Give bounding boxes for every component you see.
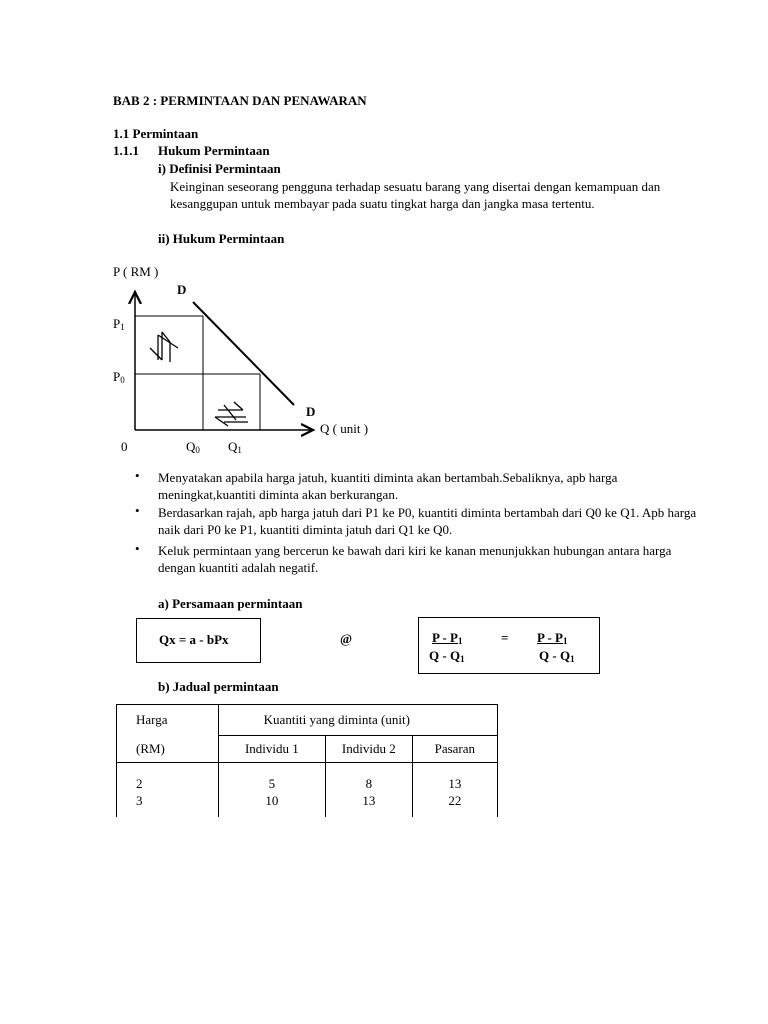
definition-text: Keinginan seseorang pengguna terhadap sesuatu barang yang disertai dengan kemampuan dan kesanggupan untuk membayar pada suatu tingkat harga dan jangka masa tertentu. xyxy=(170,179,661,211)
bullet-dot: • xyxy=(135,468,140,483)
cell-individu1: 5 10 xyxy=(218,763,325,817)
price-down-arrow-icon xyxy=(215,402,248,426)
col-rm-header: (RM) xyxy=(117,736,219,763)
curve-label-top: D xyxy=(177,282,187,297)
cell-pasaran: 13 22 xyxy=(412,763,497,817)
price-up-arrow-icon xyxy=(150,332,178,362)
definition-heading: i) Definisi Permintaan xyxy=(158,161,281,176)
origin-label: 0 xyxy=(121,439,128,454)
bullet-dot: • xyxy=(135,503,140,518)
col-pasaran-header: Pasaran xyxy=(412,736,497,763)
tick-q0: $Q_0$ xyxy=(186,439,200,455)
bullet-3: Keluk permintaan yang bercerun ke bawah dari kiri ke kanan menunjukkan hubungan antara harga dengan kuantiti adalah negatif. xyxy=(158,543,672,575)
tick-p0: $P_0$ xyxy=(113,369,125,385)
bullet-2: Berdasarkan rajah, apb harga jatuh dari P1 ke P0, kuantiti diminta bertambah dari Q0 ke Q1. Apb harga naik dari P0 ke P1, kuantiti diminta jatuh dari Q1 ke Q0. xyxy=(158,505,697,537)
demand-curve xyxy=(193,302,294,405)
demand-chart xyxy=(0,0,768,470)
cell-harga: 2 3 xyxy=(117,763,219,817)
law-heading: ii) Hukum Permintaan xyxy=(158,231,285,246)
equation-1: Qx = a - bPx xyxy=(159,632,229,647)
group-header: Kuantiti yang diminta (unit) xyxy=(218,705,497,736)
tick-p1: $P_1$ xyxy=(113,316,125,332)
section-heading: 1.1 Permintaan xyxy=(113,126,199,141)
demand-schedule-table xyxy=(116,704,498,817)
col-harga-header: Harga xyxy=(117,705,219,736)
cell-individu2: 8 13 xyxy=(326,763,413,817)
tick-q1: $Q_1$ xyxy=(228,439,242,455)
eq2-numerator-left: P - $P_1$ xyxy=(432,630,463,646)
equation-box-1 xyxy=(136,618,261,663)
col-individu2-header: Individu 2 xyxy=(326,736,413,763)
page-title: BAB 2 : PERMINTAAN DAN PENAWARAN xyxy=(113,93,367,108)
eq2-equals: = xyxy=(501,630,509,645)
x-axis-label: Q ( unit ) xyxy=(320,421,369,436)
eq2-numerator-right: P - $P_1$ xyxy=(537,630,568,646)
subsection-title: Hukum Permintaan xyxy=(158,143,270,158)
equation-box-2 xyxy=(418,617,600,674)
equation-or: @ xyxy=(340,631,353,646)
curve-label-bottom: D xyxy=(306,404,316,419)
eq2-denominator-right: Q - $Q_1$ xyxy=(539,648,575,664)
eq2-denominator-left: Q - $Q_1$ xyxy=(429,648,465,664)
bullet-1: Menyatakan apabila harga jatuh, kuantiti diminta akan bertambah.Sebaliknya, apb harga meningkat,kuantiti diminta akan berkurangan. xyxy=(158,470,618,502)
bullet-dot: • xyxy=(135,541,140,556)
table-heading: b) Jadual permintaan xyxy=(158,679,279,694)
col-individu1-header: Individu 1 xyxy=(218,736,325,763)
subsection-number: 1.1.1 xyxy=(113,143,139,158)
y-axis-label: P ( RM ) xyxy=(113,264,159,279)
equation-heading: a) Persamaan permintaan xyxy=(158,596,303,611)
table-row xyxy=(117,763,498,817)
